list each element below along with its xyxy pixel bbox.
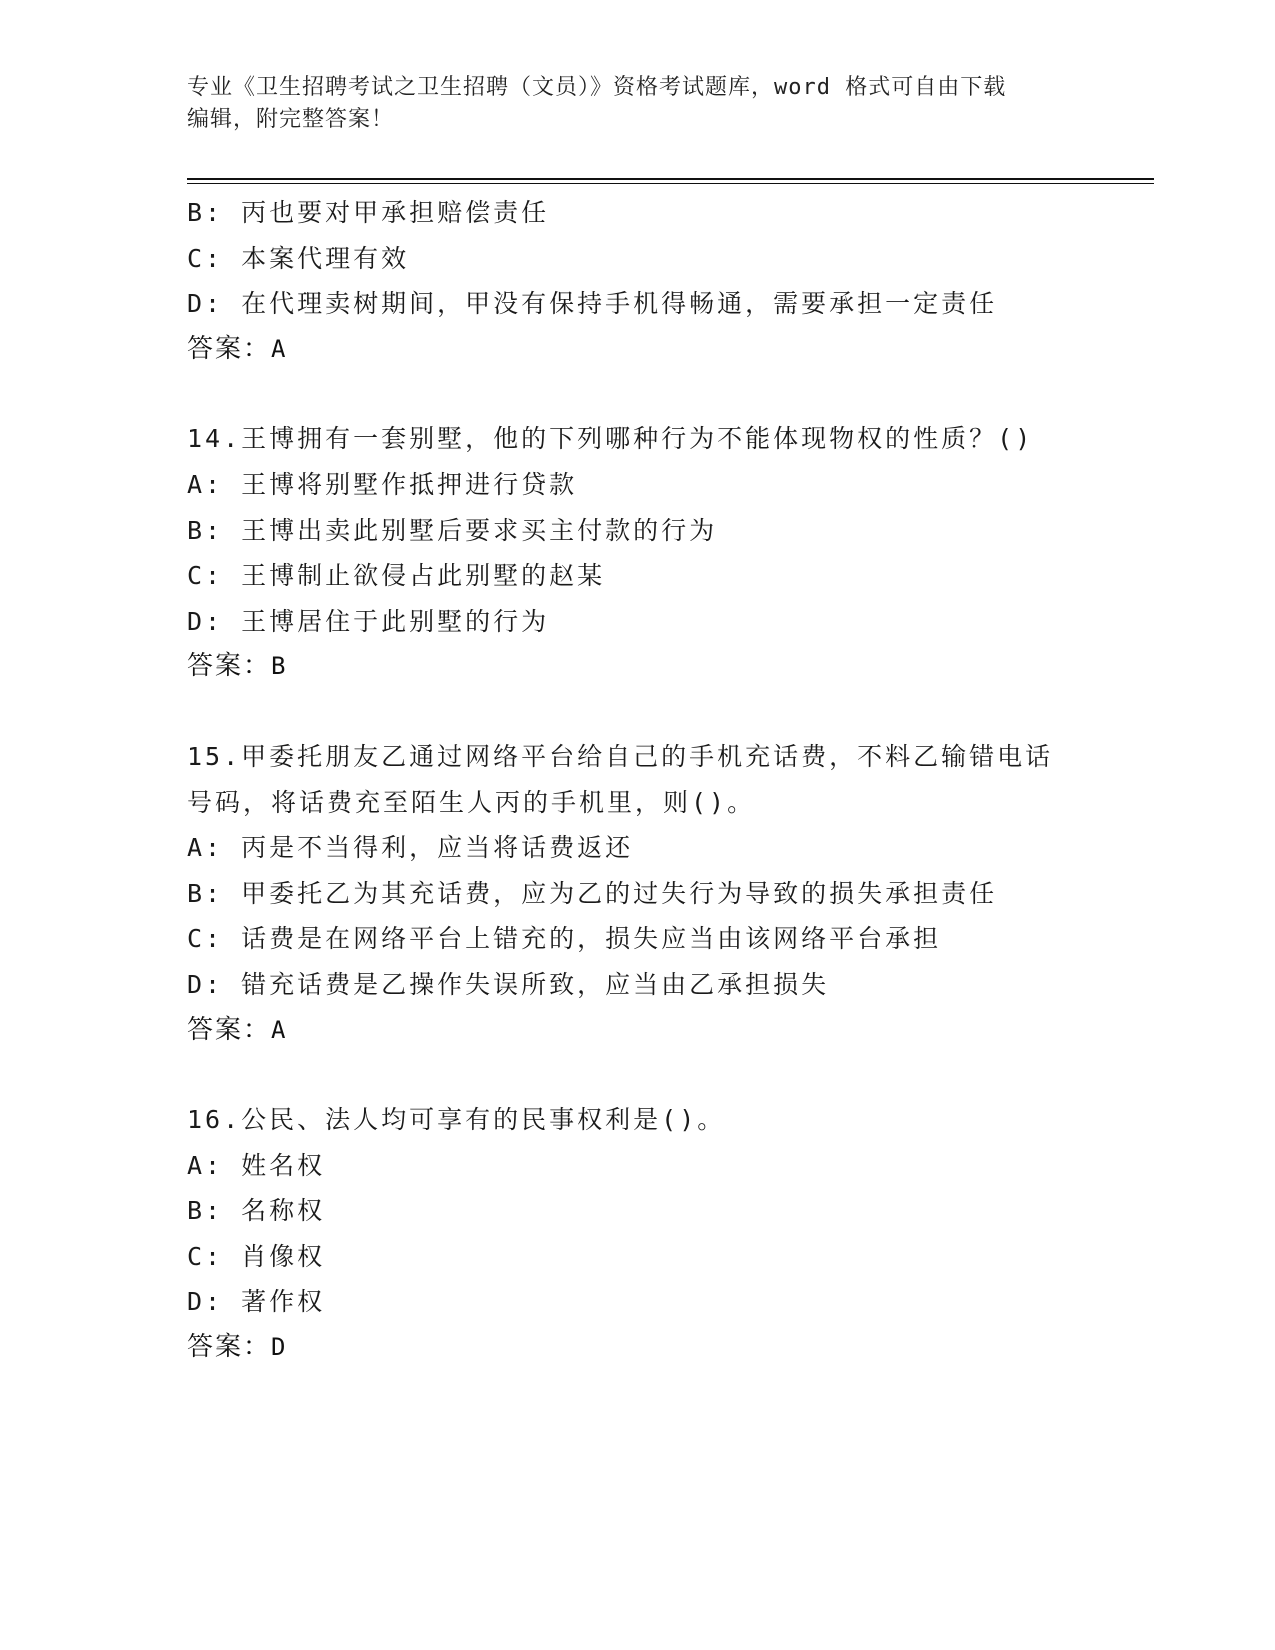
answer-option: D: 王博居住于此别墅的行为: [187, 606, 550, 636]
answer-line: [187, 644, 1147, 690]
answer-option: C: 王博制止欲侵占此别墅的赵某: [187, 561, 606, 591]
answer-line: [187, 1325, 1147, 1371]
question-stem: [187, 734, 1147, 825]
question-block: [187, 734, 1147, 1053]
answer-option: B: 丙也要对甲承担赔偿责任: [187, 198, 550, 227]
answer-label: 答案：: [187, 651, 272, 682]
answer-label: 答案：: [187, 333, 272, 364]
answer-line: [187, 327, 1147, 373]
answer-value: D: [271, 1333, 288, 1362]
question-stem: [187, 416, 1147, 462]
question-block: [187, 416, 1147, 690]
header-line-1: 专业《卫生招聘考试之卫生招聘（文员）》资格考试题库，word 格式可自由下载: [187, 75, 1007, 100]
answer-option: A: 姓名权: [187, 1150, 326, 1180]
question-stem-line: 15.甲委托朋友乙通过网络平台给自己的手机充话费，不料乙输错电话: [187, 741, 1054, 771]
question-block: [187, 190, 1147, 372]
answer-option: B: 甲委托乙为其充话费，应为乙的过失行为导致的损失承担责任: [187, 878, 998, 908]
header-divider-thin: [187, 183, 1154, 184]
answer-option: C: 话费是在网络平台上错充的，损失应当由该网络平台承担: [187, 924, 942, 954]
answer-option: A: 王博将别墅作抵押进行贷款: [187, 469, 578, 499]
question-stem-line: 16.公民、法人均可享有的民事权利是()。: [187, 1105, 726, 1135]
question-list: [187, 190, 1147, 1371]
answer-option: B: 王博出卖此别墅后要求买主付款的行为: [187, 515, 718, 545]
answer-option: C: 本案代理有效: [187, 243, 410, 273]
answer-option: A: 丙是不当得利，应当将话费返还: [187, 833, 634, 863]
header-divider-thick: [187, 178, 1154, 180]
answer-option: D: 在代理卖树期间，甲没有保持手机得畅通，需要承担一定责任: [187, 289, 998, 319]
answer-option: C: 肖像权: [187, 1241, 326, 1271]
answer-label: 答案：: [187, 1014, 272, 1045]
answer-option: D: 错充话费是乙操作失误所致，应当由乙承担损失: [187, 969, 830, 999]
answer-value: A: [271, 1015, 288, 1044]
question-stem-line: 号码，将话费充至陌生人丙的手机里，则()。: [187, 787, 756, 817]
answer-line: [187, 1008, 1147, 1054]
question-stem: [187, 1097, 1147, 1143]
question-block: [187, 1097, 1147, 1371]
answer-label: 答案：: [187, 1332, 272, 1363]
answer-value: A: [271, 334, 288, 363]
answer-option: D: 著作权: [187, 1287, 326, 1317]
question-stem-line: 14.王博拥有一套别墅，他的下列哪种行为不能体现物权的性质？(): [187, 424, 1034, 454]
answer-option: B: 名称权: [187, 1196, 326, 1226]
document-header: [187, 72, 1087, 136]
header-line-2: 编辑，附完整答案！: [187, 107, 395, 132]
answer-value: B: [271, 652, 288, 681]
